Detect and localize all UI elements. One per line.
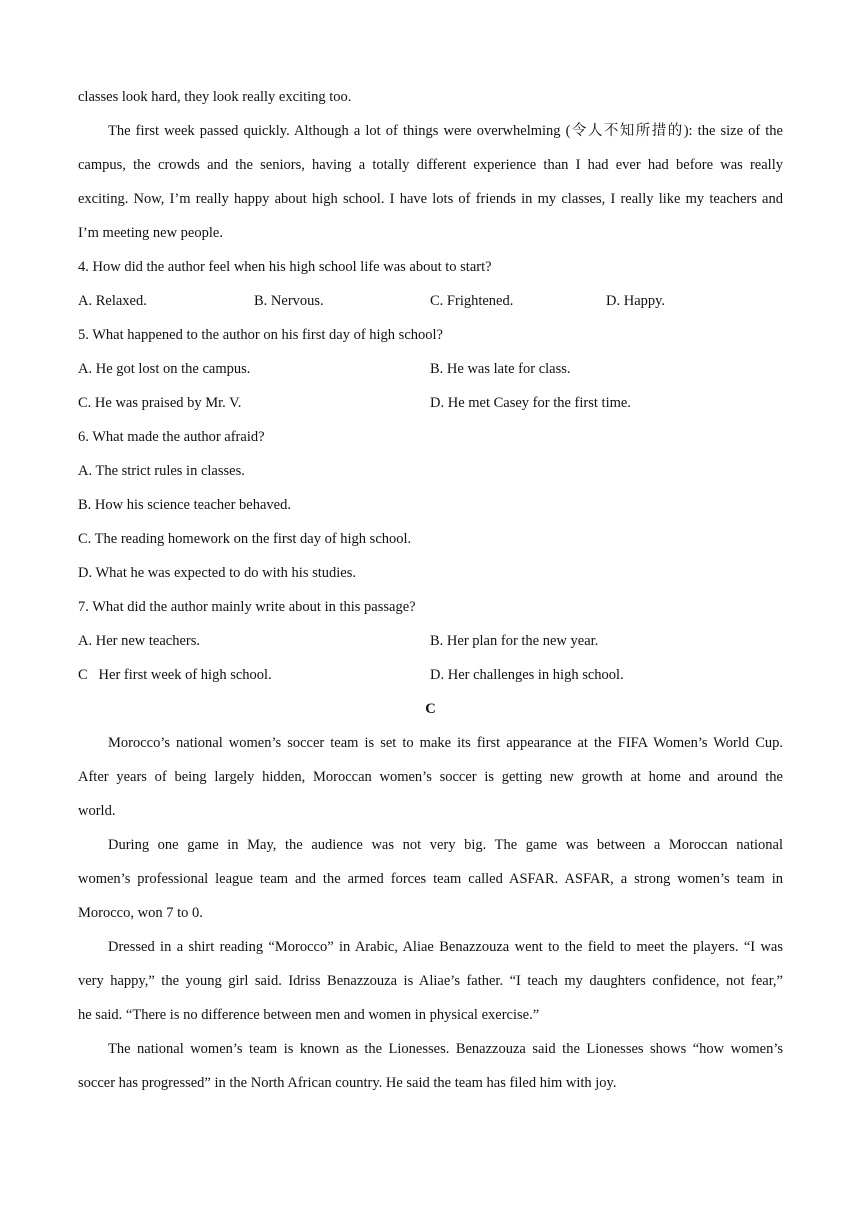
passage-text-line: After years of being largely hidden, Moroccan women’s soccer is getting new growth at home and around the [78, 769, 783, 785]
passage-text-line: world. [78, 803, 116, 819]
question-stem: 4. How did the author feel when his high school life was about to start? [78, 259, 492, 275]
passage-text-line: The first week passed quickly. Although a lot of things were overwhelming (令人不知所措的): the size of the [108, 123, 783, 139]
passage-text-line: The national women’s team is known as the Lionesses. Benazzouza said the Lionesses shows “how women’s [108, 1041, 783, 1057]
answer-option: B. Her plan for the new year. [430, 633, 599, 649]
section-heading: C [425, 701, 436, 717]
passage-text-line: campus, the crowds and the seniors, having a totally different experience than I had ever had before was really [78, 157, 783, 173]
question-stem: 7. What did the author mainly write about in this passage? [78, 599, 416, 615]
answer-option: B. How his science teacher behaved. [78, 497, 291, 513]
passage-text-line: soccer has progressed” in the North African country. He said the team has filed him with joy. [78, 1075, 617, 1091]
answer-option: A. The strict rules in classes. [78, 463, 245, 479]
document-page [78, 80, 783, 1100]
passage-text-line: During one game in May, the audience was not very big. The game was between a Moroccan national [108, 837, 783, 853]
answer-option: D. He met Casey for the first time. [430, 395, 631, 411]
passage-text-line: I’m meeting new people. [78, 225, 223, 241]
answer-option: C Her first week of high school. [78, 667, 272, 683]
answer-option: B. He was late for class. [430, 361, 571, 377]
passage-text-line: Morocco’s national women’s soccer team is set to make its first appearance at the FIFA Women’s World Cup. [108, 735, 783, 751]
passage-text-line: women’s professional league team and the armed forces team called ASFAR. ASFAR, a strong women’s team in [78, 871, 783, 887]
answer-option: D. Her challenges in high school. [430, 667, 624, 683]
question-stem: 5. What happened to the author on his first day of high school? [78, 327, 443, 343]
passage-text-line: Morocco, won 7 to 0. [78, 905, 203, 921]
passage-text-line: Dressed in a shirt reading “Morocco” in Arabic, Aliae Benazzouza went to the field to meet the players. “I was [108, 939, 783, 955]
answer-options [78, 284, 783, 318]
answer-option: C. He was praised by Mr. V. [78, 395, 242, 411]
passage-text-line: very happy,” the young girl said. Idriss Benazzouza is Aliae’s father. “I teach my daughters confidence, not fear,” [78, 973, 783, 989]
answer-option: A. Her new teachers. [78, 633, 200, 649]
answer-option: A. Relaxed. [78, 293, 147, 309]
passage-text-line: he said. “There is no difference between men and women in physical exercise.” [78, 1007, 540, 1023]
answer-option: D. Happy. [606, 293, 666, 309]
answer-options [78, 624, 783, 658]
question-stem: 6. What made the author afraid? [78, 429, 265, 445]
answer-option: B. Nervous. [254, 293, 324, 309]
answer-option: D. What he was expected to do with his studies. [78, 565, 356, 581]
answer-options [78, 658, 783, 692]
answer-options [78, 352, 783, 386]
answer-option: C. Frightened. [430, 293, 514, 309]
answer-option: C. The reading homework on the first day of high school. [78, 531, 412, 547]
passage-text-line: classes look hard, they look really exciting too. [78, 89, 352, 105]
answer-options [78, 386, 783, 420]
passage-text-line: exciting. Now, I’m really happy about high school. I have lots of friends in my classes, I really like my teachers and [78, 191, 783, 207]
answer-option: A. He got lost on the campus. [78, 361, 251, 377]
